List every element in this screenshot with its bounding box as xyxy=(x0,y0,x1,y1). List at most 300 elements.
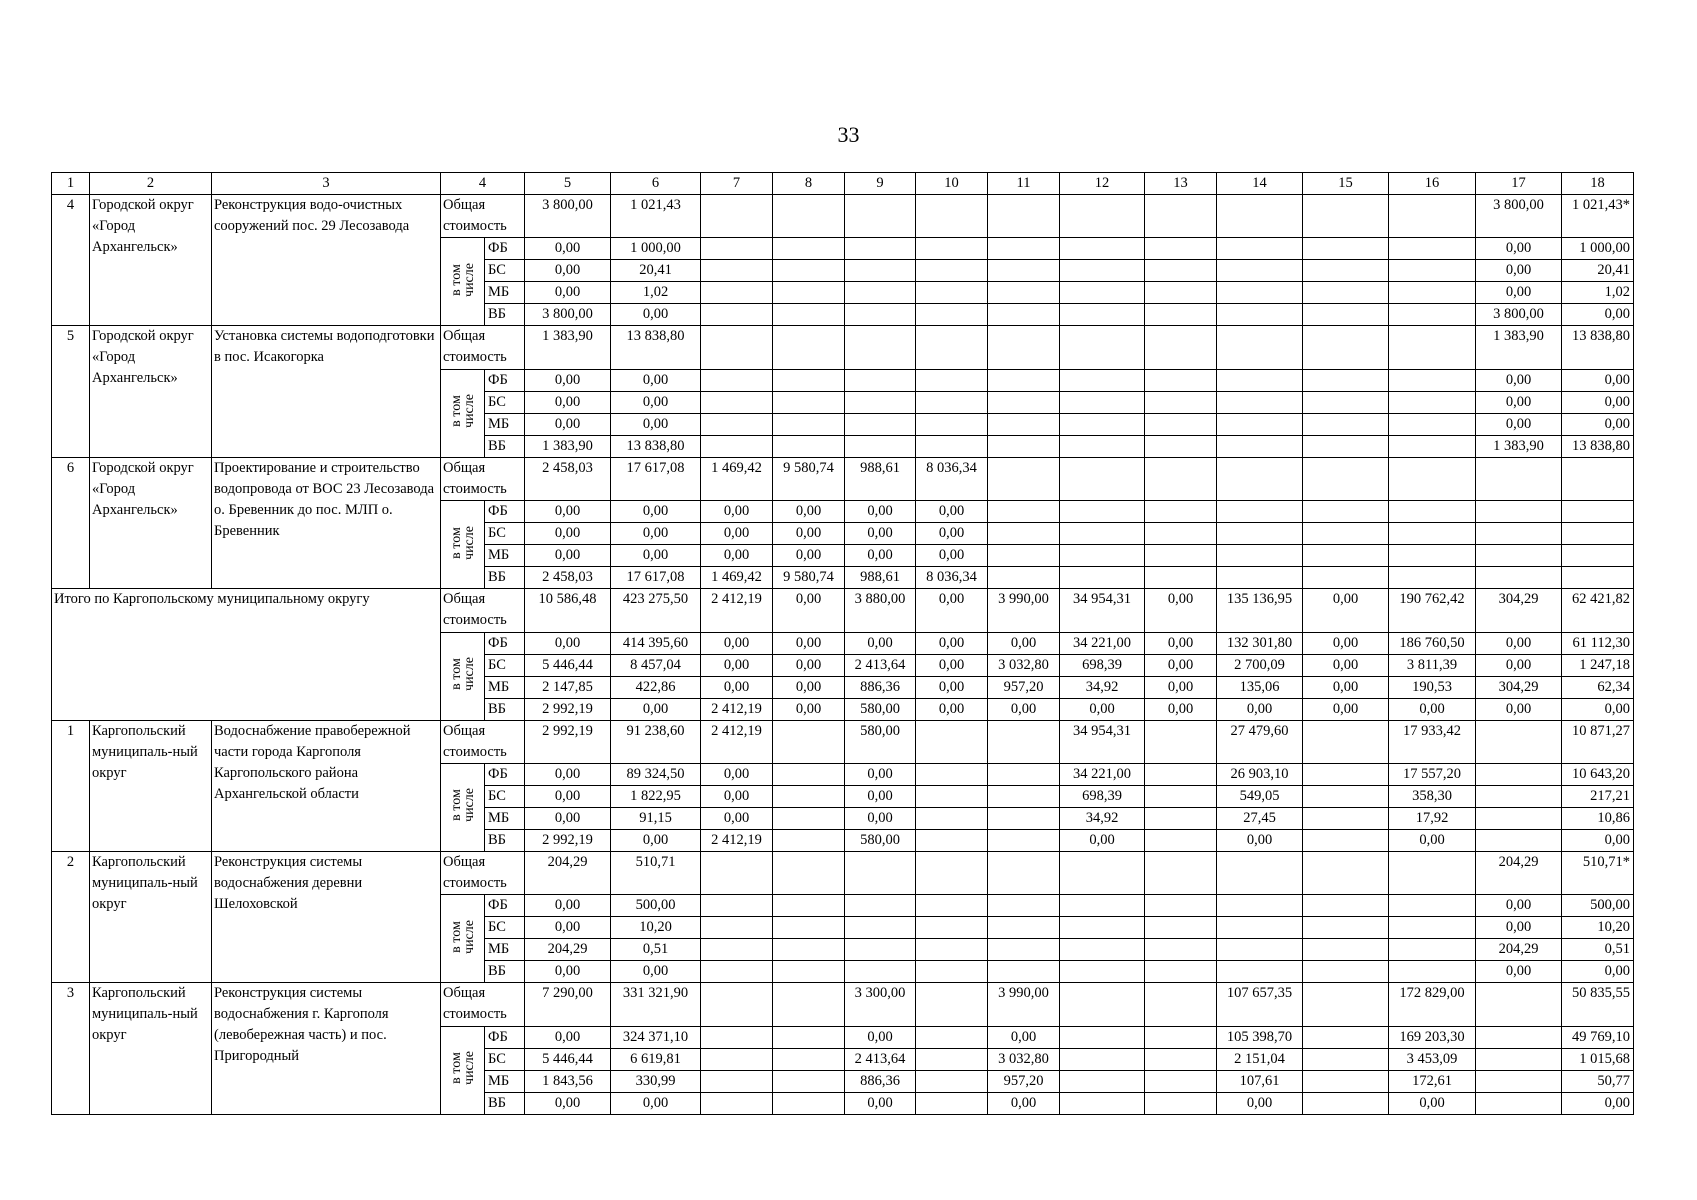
fund-value xyxy=(701,238,773,260)
block-total-row xyxy=(52,326,1634,348)
fund-value xyxy=(1476,829,1562,851)
fund-value: 0,00 xyxy=(773,523,845,545)
project-name: Реконструкция водо-очистных сооружений пос. 29 Лесозавода xyxy=(212,195,441,326)
fund-value xyxy=(1562,567,1634,589)
fund-value xyxy=(1145,260,1217,282)
block-total-row xyxy=(52,457,1634,479)
fund-value: 0,00 xyxy=(773,654,845,676)
fund-value: 0,00 xyxy=(1476,895,1562,917)
fund-value: 2 992,19 xyxy=(525,829,611,851)
total-value xyxy=(988,326,1060,369)
total-value xyxy=(1389,195,1476,238)
fund-value: 132 301,80 xyxy=(1217,632,1303,654)
fund-value: 0,00 xyxy=(845,785,916,807)
block-total-row xyxy=(52,720,1634,742)
fund-value xyxy=(1389,413,1476,435)
fund-value xyxy=(1389,961,1476,983)
fund-value: 0,00 xyxy=(916,654,988,676)
fund-value: 422,86 xyxy=(611,676,701,698)
fund-value: 107,61 xyxy=(1217,1070,1303,1092)
fund-value xyxy=(988,304,1060,326)
fund-value xyxy=(701,435,773,457)
column-header: 1 xyxy=(52,173,90,195)
fund-value xyxy=(1303,238,1389,260)
total-value xyxy=(1145,851,1217,894)
fund-value xyxy=(773,304,845,326)
total-value xyxy=(1060,983,1145,1026)
fund-value: 9 580,74 xyxy=(773,567,845,589)
fund-value: 27,45 xyxy=(1217,807,1303,829)
fund-value xyxy=(1389,545,1476,567)
fund-value xyxy=(1303,807,1389,829)
fund-value: 500,00 xyxy=(1562,895,1634,917)
fund-value: 5 446,44 xyxy=(525,654,611,676)
fund-value: 0,00 xyxy=(611,698,701,720)
fund-value: 0,00 xyxy=(845,545,916,567)
total-value xyxy=(1060,851,1145,894)
fund-value xyxy=(701,895,773,917)
fund-value xyxy=(988,523,1060,545)
fund-value xyxy=(1389,895,1476,917)
total-value: 34 954,31 xyxy=(1060,589,1145,632)
fund-value: 0,00 xyxy=(701,632,773,654)
fund-value: 0,00 xyxy=(701,807,773,829)
total-value xyxy=(1145,195,1217,238)
fund-value: 135,06 xyxy=(1217,676,1303,698)
fund-value: 0,00 xyxy=(525,785,611,807)
fund-value: 0,00 xyxy=(611,829,701,851)
fund-value xyxy=(1217,567,1303,589)
fund-value: 20,41 xyxy=(611,260,701,282)
fund-value xyxy=(845,238,916,260)
fund-value: 1 383,90 xyxy=(1476,435,1562,457)
fund-value: 2 412,19 xyxy=(701,829,773,851)
total-value: 8 036,34 xyxy=(916,457,988,500)
fund-value xyxy=(773,829,845,851)
fund-value: 0,00 xyxy=(611,391,701,413)
fund-value: 62,34 xyxy=(1562,676,1634,698)
total-cost-label-line2: стоимость xyxy=(443,349,507,366)
fund-value xyxy=(1145,917,1217,939)
fund-value: 0,00 xyxy=(988,1092,1060,1114)
fund-value: 2 413,64 xyxy=(845,1048,916,1070)
fund-value xyxy=(916,829,988,851)
fund-value: 698,39 xyxy=(1060,654,1145,676)
total-cost-label-line1: Общая xyxy=(443,459,486,476)
fund-value: 1 000,00 xyxy=(611,238,701,260)
total-value xyxy=(916,983,988,1026)
fund-value xyxy=(1217,501,1303,523)
total-cost-label-line1: Общая xyxy=(443,722,486,739)
total-value: 1 021,43 xyxy=(611,195,701,238)
fund-value xyxy=(1476,523,1562,545)
fund-value: 0,00 xyxy=(525,895,611,917)
fund-value: 0,00 xyxy=(1303,654,1389,676)
fund-code: БС xyxy=(485,917,525,939)
total-cost-label xyxy=(441,720,525,763)
budget-table xyxy=(51,172,1634,1115)
total-cost-label xyxy=(441,326,525,369)
fund-value: 0,00 xyxy=(1562,829,1634,851)
fund-value: 0,00 xyxy=(845,1092,916,1114)
fund-value: 0,00 xyxy=(525,413,611,435)
fund-value xyxy=(916,435,988,457)
total-cost-label-line2: стоимость xyxy=(443,743,507,760)
total-name: Итого по Каргопольскому муниципальному округу xyxy=(52,589,441,720)
fund-value: 0,00 xyxy=(988,698,1060,720)
total-value: 17 617,08 xyxy=(611,457,701,500)
fund-value: 172,61 xyxy=(1389,1070,1476,1092)
fund-value xyxy=(1303,413,1389,435)
fund-value: 0,00 xyxy=(1217,829,1303,851)
fund-value: 0,00 xyxy=(916,545,988,567)
fund-value xyxy=(1145,1026,1217,1048)
fund-value: 34,92 xyxy=(1060,807,1145,829)
column-header: 2 xyxy=(90,173,212,195)
project-name: Установка системы водоподготовки в пос. Исакогорка xyxy=(212,326,441,457)
total-value: 50 835,55 xyxy=(1562,983,1634,1026)
fund-value xyxy=(1060,567,1145,589)
fund-value: 3 811,39 xyxy=(1389,654,1476,676)
fund-value xyxy=(701,413,773,435)
total-value xyxy=(845,195,916,238)
total-value xyxy=(1303,326,1389,369)
total-value xyxy=(1389,851,1476,894)
fund-value: 414 395,60 xyxy=(611,632,701,654)
fund-code: МБ xyxy=(485,413,525,435)
fund-value: 0,00 xyxy=(611,523,701,545)
fund-value: 698,39 xyxy=(1060,785,1145,807)
including-line2: числе xyxy=(461,919,477,954)
total-cost-label-line2: стоимость xyxy=(443,612,507,629)
fund-value: 0,00 xyxy=(1476,369,1562,391)
fund-value xyxy=(773,1048,845,1070)
fund-code: ФБ xyxy=(485,238,525,260)
column-header: 3 xyxy=(212,173,441,195)
fund-value: 0,00 xyxy=(1476,391,1562,413)
total-value xyxy=(1303,851,1389,894)
fund-value: 0,00 xyxy=(1562,391,1634,413)
fund-value: 0,00 xyxy=(1303,676,1389,698)
fund-value xyxy=(1303,435,1389,457)
fund-code: ВБ xyxy=(485,567,525,589)
fund-value xyxy=(845,304,916,326)
fund-value xyxy=(1145,304,1217,326)
fund-value: 0,00 xyxy=(701,545,773,567)
fund-value: 2 412,19 xyxy=(701,698,773,720)
fund-value: 0,00 xyxy=(701,501,773,523)
fund-value: 20,41 xyxy=(1562,260,1634,282)
fund-value: 304,29 xyxy=(1476,676,1562,698)
fund-value xyxy=(1476,567,1562,589)
total-value xyxy=(773,851,845,894)
fund-value xyxy=(1217,413,1303,435)
fund-value: 0,00 xyxy=(916,523,988,545)
fund-code: ВБ xyxy=(485,961,525,983)
fund-value xyxy=(701,1048,773,1070)
total-value: 9 580,74 xyxy=(773,457,845,500)
fund-value xyxy=(988,961,1060,983)
fund-value xyxy=(1060,545,1145,567)
fund-value xyxy=(773,282,845,304)
fund-value: 0,00 xyxy=(988,632,1060,654)
fund-value xyxy=(1389,369,1476,391)
total-value xyxy=(1145,983,1217,1026)
column-header: 6 xyxy=(611,173,701,195)
fund-value: 1 000,00 xyxy=(1562,238,1634,260)
total-value: 13 838,80 xyxy=(611,326,701,369)
total-cost-label xyxy=(441,195,525,238)
fund-value xyxy=(1303,939,1389,961)
fund-value: 34 221,00 xyxy=(1060,763,1145,785)
fund-value xyxy=(988,413,1060,435)
fund-value xyxy=(1303,829,1389,851)
fund-value xyxy=(1476,1048,1562,1070)
including-label-text xyxy=(449,920,475,954)
fund-value: 0,00 xyxy=(1562,304,1634,326)
total-value xyxy=(845,851,916,894)
municipality-name: Городской округ «Город Архангельск» xyxy=(90,457,212,588)
fund-value: 0,00 xyxy=(611,961,701,983)
total-value: 3 880,00 xyxy=(845,589,916,632)
fund-value: 500,00 xyxy=(611,895,701,917)
fund-value: 0,00 xyxy=(701,676,773,698)
fund-value: 1 383,90 xyxy=(525,435,611,457)
fund-value xyxy=(1060,391,1145,413)
including-label-text xyxy=(449,788,475,822)
fund-value: 1 843,56 xyxy=(525,1070,611,1092)
fund-value: 0,00 xyxy=(1389,698,1476,720)
total-value: 34 954,31 xyxy=(1060,720,1145,763)
total-value: 0,00 xyxy=(916,589,988,632)
including-label xyxy=(441,501,485,589)
fund-value xyxy=(1217,238,1303,260)
total-value xyxy=(1060,326,1145,369)
fund-value xyxy=(845,260,916,282)
fund-value xyxy=(701,304,773,326)
total-value: 1 469,42 xyxy=(701,457,773,500)
fund-value: 0,00 xyxy=(611,1092,701,1114)
fund-value: 1 247,18 xyxy=(1562,654,1634,676)
fund-value xyxy=(1389,523,1476,545)
total-value: 2 412,19 xyxy=(701,589,773,632)
fund-value xyxy=(1060,369,1145,391)
fund-value: 957,20 xyxy=(988,1070,1060,1092)
fund-value: 3 800,00 xyxy=(1476,304,1562,326)
municipality-name: Городской округ «Город Архангельск» xyxy=(90,326,212,457)
fund-value xyxy=(1145,785,1217,807)
total-cost-label-line1: Общая xyxy=(443,985,486,1002)
fund-value: 17 557,20 xyxy=(1389,763,1476,785)
fund-code: ВБ xyxy=(485,435,525,457)
fund-value: 0,00 xyxy=(1060,829,1145,851)
fund-value: 0,00 xyxy=(1476,413,1562,435)
total-value: 204,29 xyxy=(1476,851,1562,894)
fund-value: 358,30 xyxy=(1389,785,1476,807)
fund-value xyxy=(845,282,916,304)
fund-value xyxy=(1060,413,1145,435)
fund-value: 2 151,04 xyxy=(1217,1048,1303,1070)
total-value: 107 657,35 xyxy=(1217,983,1303,1026)
including-label-text xyxy=(449,263,475,297)
fund-value xyxy=(1060,435,1145,457)
including-line1: в том xyxy=(448,920,464,953)
fund-value xyxy=(1145,413,1217,435)
row-number: 4 xyxy=(52,195,90,326)
fund-value: 0,00 xyxy=(1389,829,1476,851)
fund-value xyxy=(916,1048,988,1070)
fund-value: 0,00 xyxy=(1476,260,1562,282)
fund-value xyxy=(845,413,916,435)
fund-code: ФБ xyxy=(485,1026,525,1048)
total-value xyxy=(701,851,773,894)
fund-value: 0,00 xyxy=(701,654,773,676)
fund-value xyxy=(916,1092,988,1114)
fund-value xyxy=(701,917,773,939)
fund-code: БС xyxy=(485,391,525,413)
fund-value: 0,00 xyxy=(988,1026,1060,1048)
fund-value xyxy=(701,282,773,304)
fund-value: 0,00 xyxy=(611,545,701,567)
fund-value: 3 453,09 xyxy=(1389,1048,1476,1070)
fund-value xyxy=(988,917,1060,939)
total-cost-label xyxy=(441,851,525,894)
fund-value xyxy=(1145,1070,1217,1092)
including-line2: числе xyxy=(461,657,477,691)
fund-value xyxy=(773,939,845,961)
fund-value: 2 458,03 xyxy=(525,567,611,589)
fund-value xyxy=(1389,567,1476,589)
column-header: 9 xyxy=(845,173,916,195)
including-line1: в том xyxy=(448,264,464,296)
fund-value xyxy=(988,282,1060,304)
fund-value xyxy=(1303,763,1389,785)
fund-value: 0,00 xyxy=(1476,282,1562,304)
fund-value xyxy=(773,238,845,260)
fund-value xyxy=(1303,260,1389,282)
fund-value xyxy=(1476,807,1562,829)
fund-value: 8 036,34 xyxy=(916,567,988,589)
column-header: 14 xyxy=(1217,173,1303,195)
fund-value xyxy=(1303,961,1389,983)
total-cost-label xyxy=(441,983,525,1026)
fund-value xyxy=(701,1070,773,1092)
fund-value: 10 643,20 xyxy=(1562,763,1634,785)
fund-value xyxy=(1389,260,1476,282)
fund-value: 0,00 xyxy=(525,763,611,785)
fund-value xyxy=(1389,917,1476,939)
including-line1: в том xyxy=(448,1052,464,1084)
total-value: 0,00 xyxy=(1145,589,1217,632)
total-value xyxy=(701,983,773,1026)
fund-value xyxy=(988,807,1060,829)
total-value: 172 829,00 xyxy=(1389,983,1476,1026)
including-line1: в том xyxy=(448,395,464,428)
fund-value xyxy=(1476,545,1562,567)
fund-value: 0,00 xyxy=(611,369,701,391)
fund-value xyxy=(1562,545,1634,567)
fund-value xyxy=(1303,523,1389,545)
fund-value xyxy=(1217,939,1303,961)
total-value xyxy=(1476,720,1562,763)
column-header: 18 xyxy=(1562,173,1634,195)
total-value xyxy=(988,720,1060,763)
total-value: 204,29 xyxy=(525,851,611,894)
fund-value xyxy=(1217,961,1303,983)
page-number: 33 xyxy=(837,122,860,147)
fund-value: 217,21 xyxy=(1562,785,1634,807)
fund-value: 0,00 xyxy=(1476,238,1562,260)
total-cost-label-line1: Общая xyxy=(443,328,486,345)
fund-value xyxy=(773,260,845,282)
fund-value xyxy=(1145,829,1217,851)
fund-value: 0,00 xyxy=(525,917,611,939)
fund-value: 0,00 xyxy=(525,501,611,523)
fund-code: МБ xyxy=(485,807,525,829)
fund-value xyxy=(1060,282,1145,304)
fund-value xyxy=(988,829,1060,851)
including-line1: в том xyxy=(448,789,464,822)
total-cost-label-line1: Общая xyxy=(443,853,486,870)
fund-value: 2 413,64 xyxy=(845,654,916,676)
fund-value: 0,00 xyxy=(525,632,611,654)
municipality-name: Каргопольский муниципаль-ный округ xyxy=(90,720,212,851)
fund-value xyxy=(1145,763,1217,785)
row-number: 5 xyxy=(52,326,90,457)
fund-value: 580,00 xyxy=(845,829,916,851)
fund-value: 5 446,44 xyxy=(525,1048,611,1070)
fund-value xyxy=(1145,961,1217,983)
fund-value xyxy=(1303,369,1389,391)
including-line2: числе xyxy=(461,788,477,823)
column-header: 7 xyxy=(701,173,773,195)
fund-value xyxy=(1060,895,1145,917)
fund-value xyxy=(1389,304,1476,326)
fund-value xyxy=(773,1092,845,1114)
total-value xyxy=(988,195,1060,238)
fund-value xyxy=(845,391,916,413)
column-header: 12 xyxy=(1060,173,1145,195)
including-label xyxy=(441,763,485,851)
fund-value: 0,00 xyxy=(1145,632,1217,654)
fund-value: 0,00 xyxy=(773,545,845,567)
municipality-name: Каргопольский муниципаль-ный округ xyxy=(90,851,212,982)
row-number: 3 xyxy=(52,983,90,1114)
fund-value xyxy=(1060,1026,1145,1048)
fund-value xyxy=(1476,785,1562,807)
fund-value xyxy=(1389,501,1476,523)
fund-value xyxy=(773,785,845,807)
total-value: 1 383,90 xyxy=(1476,326,1562,369)
fund-code: БС xyxy=(485,260,525,282)
including-line2: числе xyxy=(461,525,477,560)
fund-value: 0,00 xyxy=(611,413,701,435)
total-value xyxy=(1217,457,1303,500)
fund-value xyxy=(773,369,845,391)
fund-value xyxy=(1562,523,1634,545)
total-cost-label-line2: стоимость xyxy=(443,1006,507,1023)
fund-value xyxy=(1303,1092,1389,1114)
fund-value: 0,00 xyxy=(1562,961,1634,983)
fund-value xyxy=(916,1070,988,1092)
fund-value: 957,20 xyxy=(988,676,1060,698)
total-value xyxy=(1303,983,1389,1026)
fund-value xyxy=(1303,391,1389,413)
fund-value xyxy=(773,391,845,413)
fund-value xyxy=(1303,895,1389,917)
total-value xyxy=(1145,326,1217,369)
fund-value xyxy=(1303,917,1389,939)
